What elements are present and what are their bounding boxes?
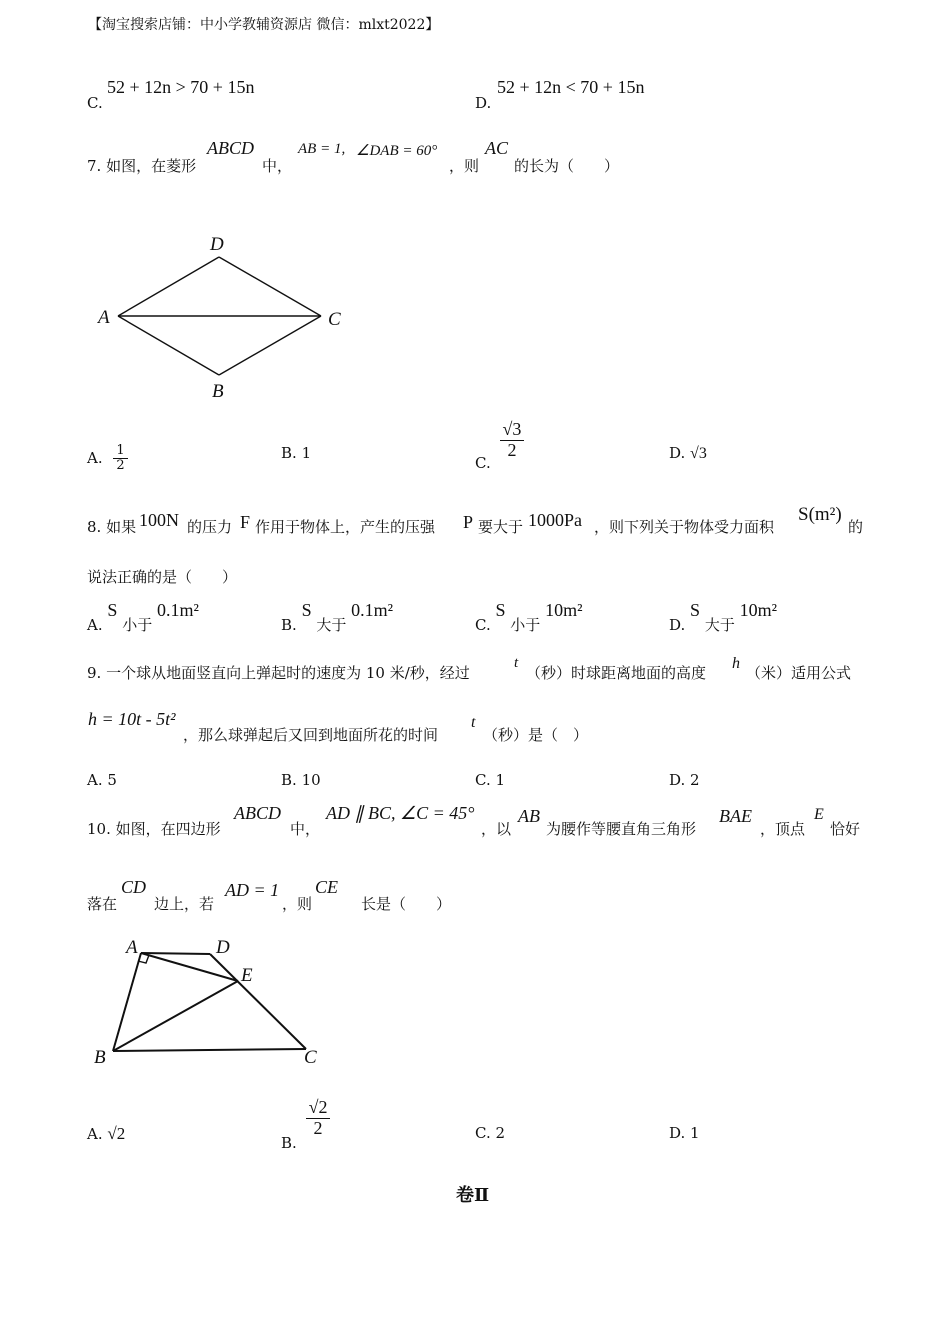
- q10-option-a[interactable]: [87, 1124, 125, 1144]
- q7-option-c-den: 2: [507, 439, 517, 460]
- q7-option-a[interactable]: [87, 444, 128, 474]
- q7-suffix: 的长为（ ）: [514, 157, 620, 175]
- q7-edge-cb: [219, 316, 321, 375]
- q9-p1: 9. 一个球从地面竖直向上弹起时的速度为 10 米/秒，经过: [87, 664, 470, 682]
- q7-option-a-den: 2: [116, 458, 125, 474]
- q8-option-a-label: A.: [87, 616, 103, 634]
- page-header: 【淘宝搜索店铺：中小学教辅资源店 微信：mlxt2022】: [88, 17, 440, 33]
- q7-rhombus-figure: [88, 228, 358, 408]
- q9-option-c-text: 1: [495, 771, 506, 789]
- q10-option-d[interactable]: [669, 1124, 700, 1142]
- q8-p4: 要大于: [478, 518, 524, 536]
- q10-label-b: B: [94, 1047, 106, 1068]
- q10-label-a: A: [126, 937, 138, 958]
- q6-option-c-label: C.: [87, 94, 103, 112]
- q9-t1: t: [514, 655, 519, 671]
- q8-line2: 说法正确的是（ ）: [87, 568, 238, 586]
- q7-mid: 中，: [262, 157, 293, 175]
- q6-option-d-expr: 52 + 12n < 70 + 15n: [497, 77, 645, 97]
- q7-option-d-text: √3: [690, 445, 707, 462]
- q7-cond1: AB = 1,: [298, 141, 346, 157]
- q8-option-b-val: 0.1m²: [351, 600, 394, 620]
- q9-option-b[interactable]: [281, 771, 321, 789]
- q7-then: ，则: [449, 157, 480, 175]
- q10-p6: 恰好: [830, 820, 861, 838]
- q9-option-d[interactable]: [669, 771, 700, 789]
- q10-option-d-label: D.: [669, 1124, 686, 1142]
- q7-option-a-num: 1: [113, 444, 127, 459]
- q7-label-d: D: [210, 234, 224, 255]
- q7-option-b-text: 1: [301, 444, 312, 462]
- q10-option-a-label: A.: [87, 1125, 103, 1143]
- q8-option-d-S: S: [690, 600, 701, 620]
- q9-option-a-text: 5: [107, 771, 117, 789]
- q7-label-a: A: [98, 307, 110, 328]
- q10-option-a-text: √2: [107, 1124, 126, 1143]
- q9-option-c[interactable]: [475, 771, 505, 789]
- q6-option-d-label: D.: [475, 94, 492, 112]
- q10-BAE: BAE: [719, 806, 752, 826]
- q8-option-b[interactable]: [281, 600, 394, 634]
- q9-p3: （米）适用公式: [746, 664, 852, 682]
- q8-option-d-rel: 大于: [704, 616, 735, 634]
- q10-p1: 10. 如图，在四边形: [87, 820, 221, 838]
- q8-option-a-S: S: [107, 600, 118, 620]
- q8-pressure: 1000Pa: [528, 510, 582, 530]
- q8-area: S(m²): [798, 504, 842, 525]
- q9-h: h: [732, 655, 740, 672]
- q8-option-b-S: S: [301, 600, 312, 620]
- q7-option-a-label: A.: [87, 448, 103, 467]
- q10-l2d: 长是（ ）: [361, 895, 452, 913]
- q8-F: F: [240, 512, 251, 532]
- q9-option-c-label: C.: [475, 771, 491, 789]
- q8-option-c-val: 10m²: [545, 600, 583, 620]
- q10-l2b: 边上，若: [154, 895, 215, 913]
- q10-CD: CD: [121, 877, 147, 897]
- q9-option-d-text: 2: [690, 771, 700, 789]
- q7-option-a-fraction: [113, 444, 127, 474]
- q8-p5: ，则下列关于物体受力面积: [594, 518, 775, 536]
- q7-option-d[interactable]: [669, 444, 707, 463]
- q10-option-c-label: C.: [475, 1124, 491, 1142]
- q8-P: P: [463, 512, 474, 532]
- q8-option-c[interactable]: [475, 600, 583, 634]
- q8-p3: 作用于物体上，产生的压强: [255, 518, 436, 536]
- q10-option-b-fraction: [306, 1098, 331, 1139]
- q8-option-a[interactable]: [87, 600, 199, 634]
- q7-option-c-fraction: [500, 420, 525, 461]
- q9-p2: （秒）时球距离地面的高度: [526, 664, 707, 682]
- q10-edge-ba: [113, 953, 141, 1051]
- q7-option-b-label: B.: [281, 444, 297, 462]
- q10-AB: AB: [518, 806, 540, 826]
- q8-option-b-label: B.: [281, 616, 297, 634]
- q9-option-d-label: D.: [669, 771, 686, 789]
- q10-p5: ，顶点: [760, 820, 806, 838]
- q9-formula: h = 10t - 5t²: [88, 709, 176, 729]
- q7-option-c[interactable]: [475, 419, 524, 473]
- q7-option-d-label: D.: [669, 444, 686, 462]
- section-title: 卷Ⅱ: [456, 1185, 490, 1206]
- q8-option-c-rel: 小于: [510, 616, 541, 634]
- q10-option-b-label: B.: [281, 1134, 297, 1153]
- q7-edge-ba: [118, 316, 219, 375]
- q10-p2: 中，: [290, 820, 321, 838]
- q10-option-c[interactable]: [475, 1124, 505, 1142]
- q7-label-c: C: [328, 309, 341, 330]
- q10-edge-dc: [210, 954, 306, 1049]
- q10-option-d-text: 1: [690, 1124, 700, 1142]
- q7-edge-dc: [219, 257, 321, 316]
- q10-option-b-num: √2: [306, 1098, 331, 1119]
- q9-option-b-label: B.: [281, 771, 297, 789]
- q10-l2a: 落在: [87, 895, 118, 913]
- q9-option-a[interactable]: [87, 771, 117, 789]
- q8-option-a-val: 0.1m²: [156, 600, 199, 620]
- q10-option-b-den: 2: [313, 1117, 323, 1138]
- q8-p6: 的: [848, 518, 864, 536]
- q10-edge-ad: [141, 953, 210, 954]
- q6-option-c-expr: 52 + 12n > 70 + 15n: [107, 77, 255, 97]
- q10-l2c: ，则: [282, 895, 313, 913]
- q10-quadrilateral-figure: [88, 932, 328, 1072]
- q9-option-b-text: 10: [301, 771, 321, 789]
- q10-label-d: D: [216, 937, 230, 958]
- q8-force: 100N: [139, 510, 179, 530]
- q10-label-e: E: [241, 965, 253, 986]
- q10-label-c: C: [304, 1047, 317, 1068]
- q10-segment-be: [113, 981, 238, 1051]
- q9-p4: ，那么球弹起后又回到地面所花的时间: [183, 726, 439, 744]
- q10-cond: AD ∥ BC, ∠C = 45°: [326, 803, 475, 823]
- q7-option-b[interactable]: [281, 444, 311, 462]
- q8-option-c-S: S: [495, 600, 506, 620]
- q10-CE: CE: [315, 877, 339, 897]
- q10-option-b[interactable]: [281, 1097, 330, 1153]
- q7-label-b: B: [212, 381, 224, 402]
- q8-option-a-rel: 小于: [122, 616, 153, 634]
- q8-option-d[interactable]: [669, 600, 778, 634]
- q8-option-c-label: C.: [475, 616, 491, 634]
- q10-p4: 为腰作等腰直角三角形: [546, 820, 697, 838]
- q10-option-c-text: 2: [495, 1124, 506, 1142]
- q10-AD1: AD = 1: [225, 880, 280, 900]
- q7-edge-ad: [118, 257, 219, 316]
- q9-option-a-label: A.: [87, 771, 103, 789]
- q9-p5: （秒）是（ ）: [483, 726, 589, 744]
- q7-option-c-num: √3: [500, 420, 525, 441]
- q10-edge-cb: [113, 1049, 306, 1051]
- q7-prefix: 7. 如图，在菱形: [87, 157, 197, 175]
- q10-p3: ，以: [481, 820, 512, 838]
- q7-cond2: ∠DAB = 60°: [356, 143, 438, 159]
- q8-option-d-val: 10m²: [739, 600, 778, 620]
- q10-shape: ABCD: [234, 803, 281, 823]
- q7-target: AC: [485, 138, 509, 158]
- q8-p1: 8. 如果: [87, 518, 137, 536]
- q9-t2: t: [471, 714, 476, 731]
- q8-p2: 的压力: [187, 518, 233, 536]
- q7-option-c-label: C.: [475, 454, 491, 473]
- q10-E: E: [814, 806, 824, 823]
- q8-option-d-label: D.: [669, 616, 686, 634]
- q7-shape: ABCD: [207, 138, 254, 158]
- q8-option-b-rel: 大于: [316, 616, 347, 634]
